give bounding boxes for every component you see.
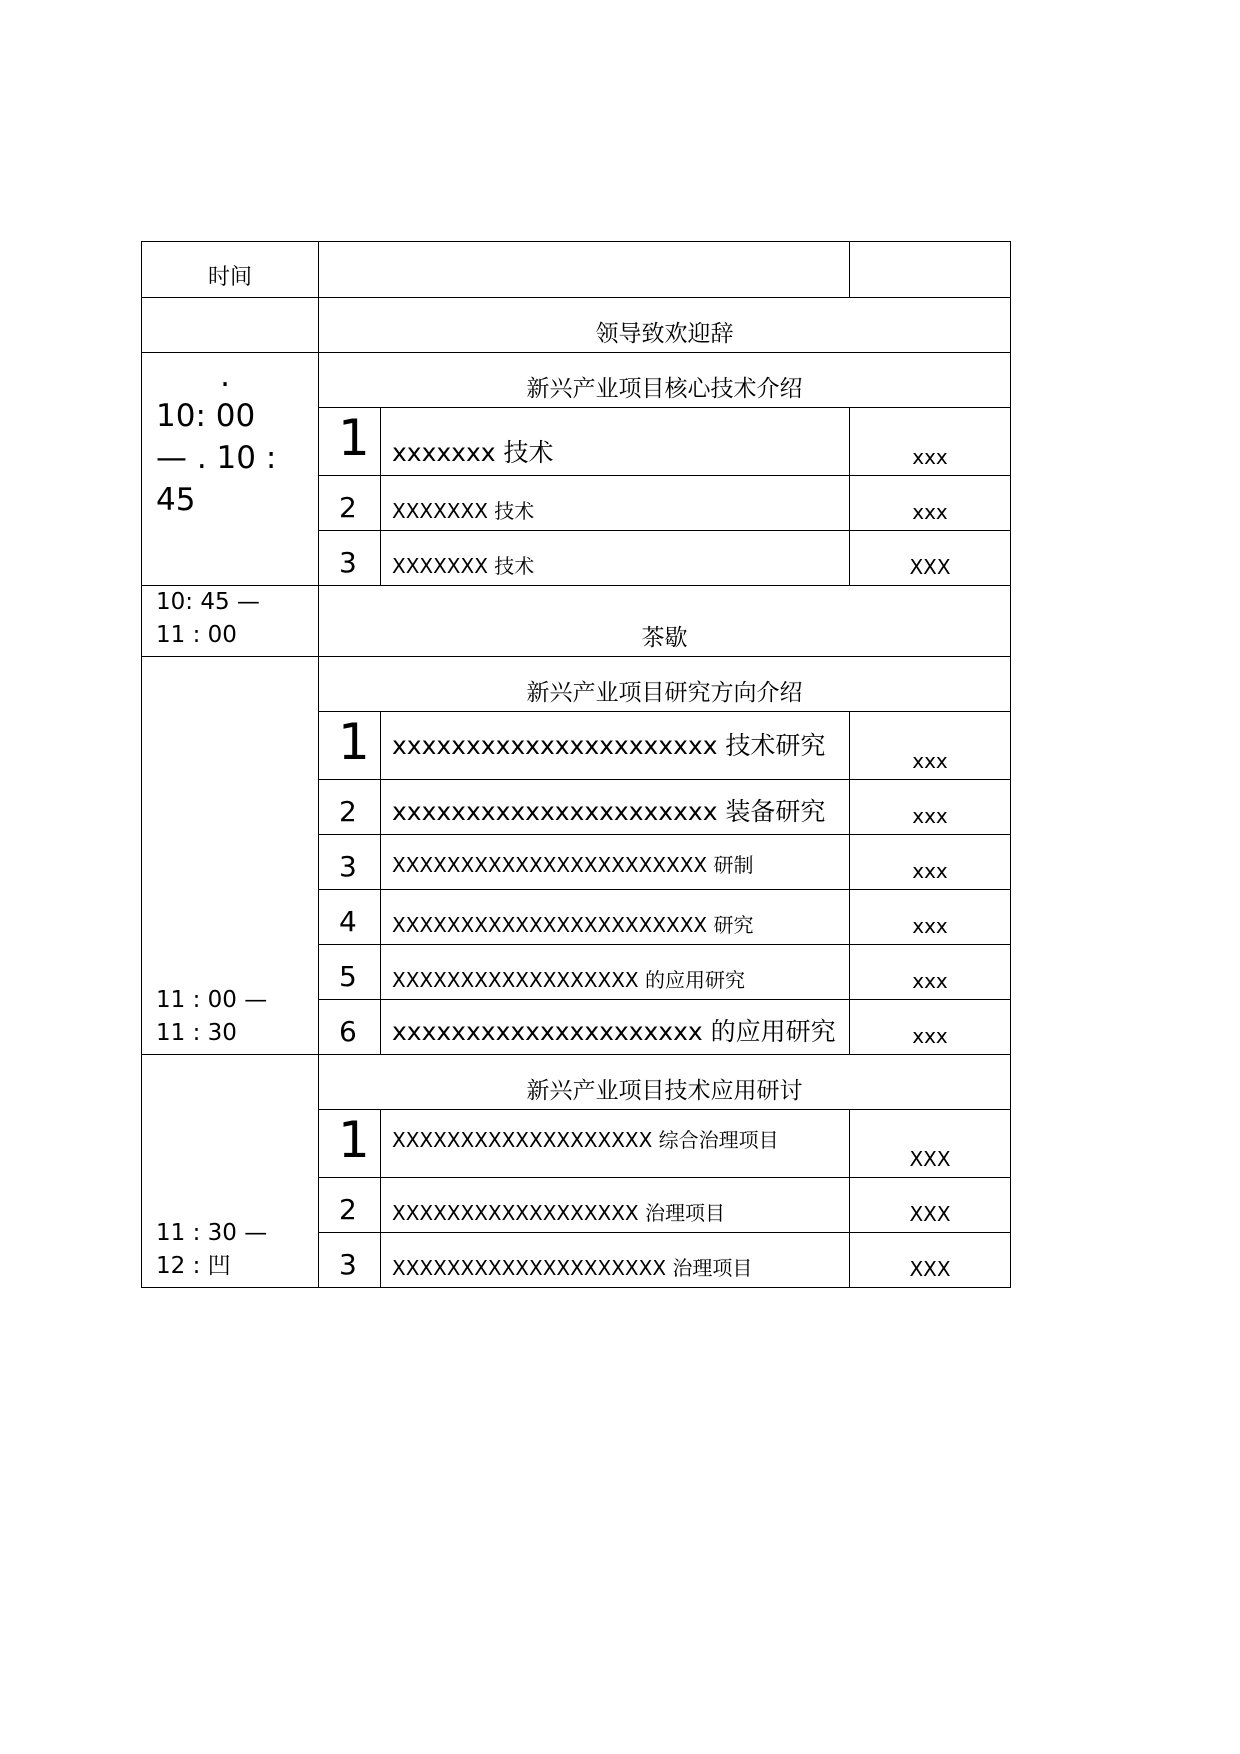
row-topic: xxxxxxxxxxxxxxxxxxxxxx 技术研究	[381, 712, 850, 780]
row-speaker: XXX	[850, 1233, 1011, 1288]
session3-title: 新兴产业项目技术应用研讨	[319, 1055, 1011, 1110]
session1-time-line2: — . 10 :	[156, 440, 277, 476]
header-speaker-cell	[850, 242, 1011, 298]
break-time	[142, 586, 319, 657]
session2-title: 新兴产业项目研究方向介绍	[319, 657, 1011, 712]
session2-time-line2: 11 : 30	[156, 1020, 237, 1046]
header-row	[142, 242, 1011, 298]
break-title: 茶歇	[319, 586, 1011, 657]
row-speaker: xxx	[850, 408, 1011, 476]
row-number: 6	[319, 1000, 381, 1055]
header-content-cell	[319, 242, 850, 298]
session3-time	[142, 1055, 319, 1288]
row-number: 2	[319, 780, 381, 835]
session2-time	[142, 657, 319, 1055]
row-topic: XXXXXXXXXXXXXXXXXXXXXXX 研制	[381, 835, 850, 890]
row-number: 5	[319, 945, 381, 1000]
row-number: 1	[319, 1110, 381, 1178]
session3-time-line2: 12 : 凹	[156, 1253, 231, 1279]
session3-title-row	[142, 1055, 1011, 1110]
session1-title: 新兴产业项目核心技术介绍	[319, 353, 1011, 408]
row-speaker: xxx	[850, 835, 1011, 890]
welcome-row	[142, 298, 1011, 353]
row-number: 2	[319, 476, 381, 531]
row-topic: XXXXXXX 技术	[381, 531, 850, 586]
row-speaker: XXX	[850, 1178, 1011, 1233]
row-topic: XXXXXXXXXXXXXXXXXXXX 治理项目	[381, 1233, 850, 1288]
row-speaker: xxx	[850, 1000, 1011, 1055]
session1-time	[142, 353, 319, 586]
time-header: 时间	[142, 242, 319, 298]
session2-title-row	[142, 657, 1011, 712]
row-number: 4	[319, 890, 381, 945]
row-number: 3	[319, 531, 381, 586]
row-number: 2	[319, 1178, 381, 1233]
schedule-table	[141, 241, 1011, 1288]
session1-time-line3: 45	[156, 482, 196, 518]
row-topic: xxxxxxx 技术	[381, 408, 850, 476]
row-topic: XXXXXXXXXXXXXXXXXXX 综合治理项目	[381, 1110, 850, 1178]
break-time-line1: 10: 45 —	[156, 589, 260, 615]
session1-time-line1: 10: 00	[156, 398, 256, 434]
row-speaker: xxx	[850, 476, 1011, 531]
row-topic: XXXXXXXXXXXXXXXXXX 治理项目	[381, 1178, 850, 1233]
row-topic: XXXXXXX 技术	[381, 476, 850, 531]
row-speaker: xxx	[850, 712, 1011, 780]
row-number: 1	[319, 712, 381, 780]
row-number: 3	[319, 835, 381, 890]
row-speaker: xxx	[850, 780, 1011, 835]
row-number: 1	[319, 408, 381, 476]
welcome-title: 领导致欢迎辞	[319, 298, 1011, 353]
welcome-time-cell	[142, 298, 319, 353]
row-topic: XXXXXXXXXXXXXXXXXXXXXXX 研究	[381, 890, 850, 945]
row-topic: XXXXXXXXXXXXXXXXXX 的应用研究	[381, 945, 850, 1000]
row-speaker: XXX	[850, 1110, 1011, 1178]
row-speaker: xxx	[850, 945, 1011, 1000]
break-row	[142, 586, 1011, 657]
session1-time-dot: ·	[220, 367, 230, 403]
row-topic: xxxxxxxxxxxxxxxxxxxxxx 装备研究	[381, 780, 850, 835]
row-number: 3	[319, 1233, 381, 1288]
session1-title-row	[142, 353, 1011, 408]
row-speaker: XXX	[850, 531, 1011, 586]
break-time-line2: 11 : 00	[156, 622, 237, 648]
session2-time-line1: 11 : 00 —	[156, 987, 268, 1013]
row-speaker: xxx	[850, 890, 1011, 945]
row-topic: xxxxxxxxxxxxxxxxxxxxx 的应用研究	[381, 1000, 850, 1055]
session3-time-line1: 11 : 30 —	[156, 1220, 268, 1246]
